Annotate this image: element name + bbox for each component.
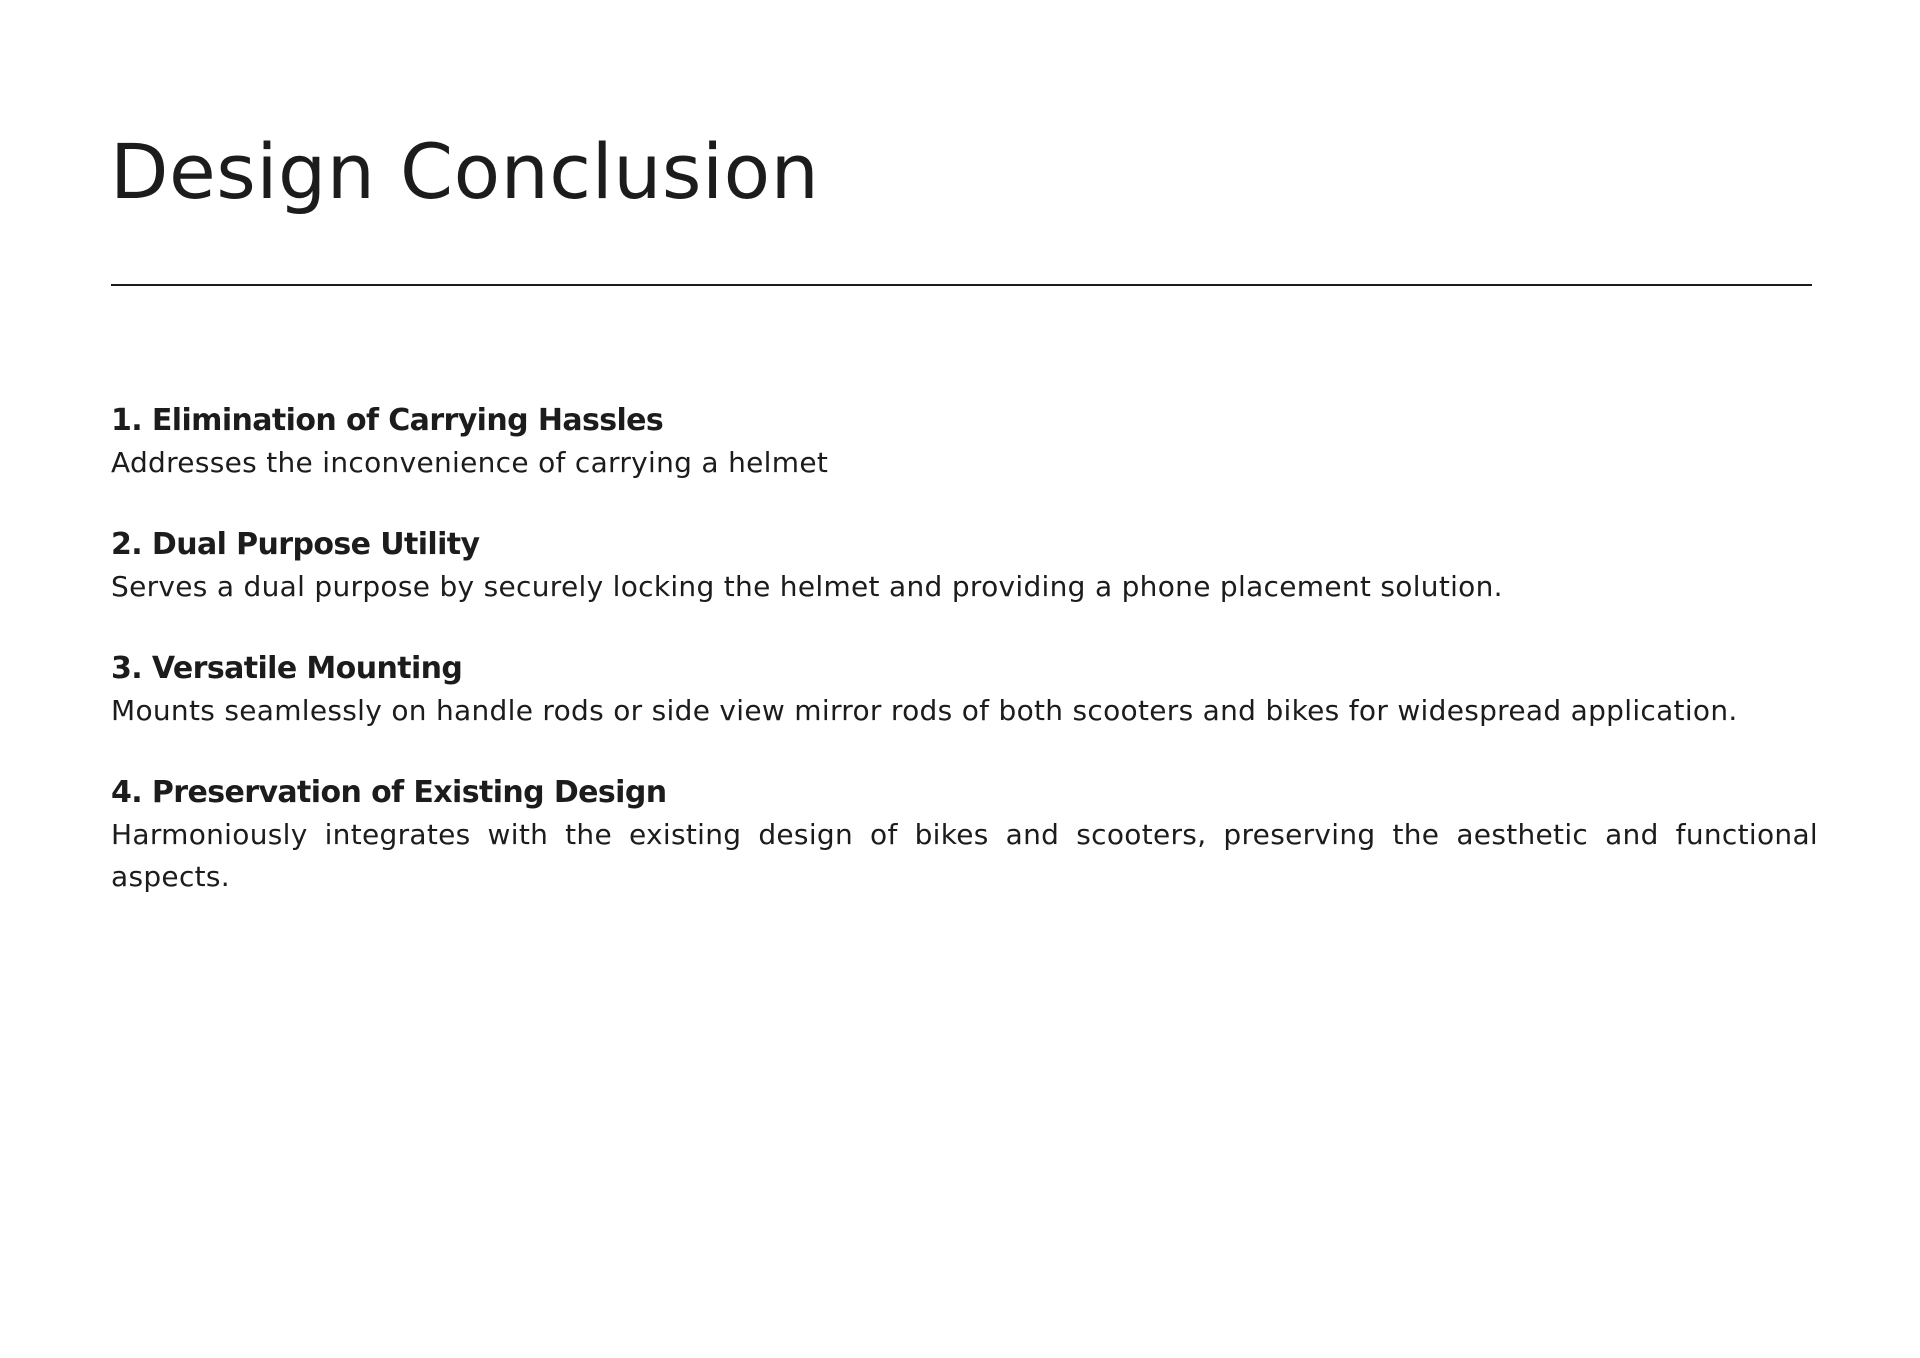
conclusion-item-text: Addresses the inconvenience of carrying a helmet	[111, 446, 829, 479]
page-title: Design Conclusion	[110, 127, 820, 216]
conclusion-item-text: Mounts seamlessly on handle rods or side view mirror rods of both scooters and bikes for widespread application.	[111, 694, 1738, 727]
conclusion-item-text: Harmoniously integrates with the existing design of bikes and scooters, preserving the aesthetic and functional aspects.	[111, 818, 1818, 893]
conclusion-item	[111, 400, 1818, 484]
conclusion-item	[111, 772, 1818, 898]
conclusion-item-heading: 2. Dual Purpose Utility	[111, 527, 480, 562]
conclusion-list	[111, 400, 1818, 938]
conclusion-item-text: Serves a dual purpose by securely locking the helmet and providing a phone placement solution.	[111, 570, 1503, 603]
title-divider	[111, 284, 1812, 286]
conclusion-item-heading: 1. Elimination of Carrying Hassles	[111, 403, 664, 438]
conclusion-item-heading: 3. Versatile Mounting	[111, 651, 463, 686]
conclusion-item	[111, 524, 1818, 608]
conclusion-item	[111, 648, 1818, 732]
conclusion-item-heading: 4. Preservation of Existing Design	[111, 775, 667, 810]
